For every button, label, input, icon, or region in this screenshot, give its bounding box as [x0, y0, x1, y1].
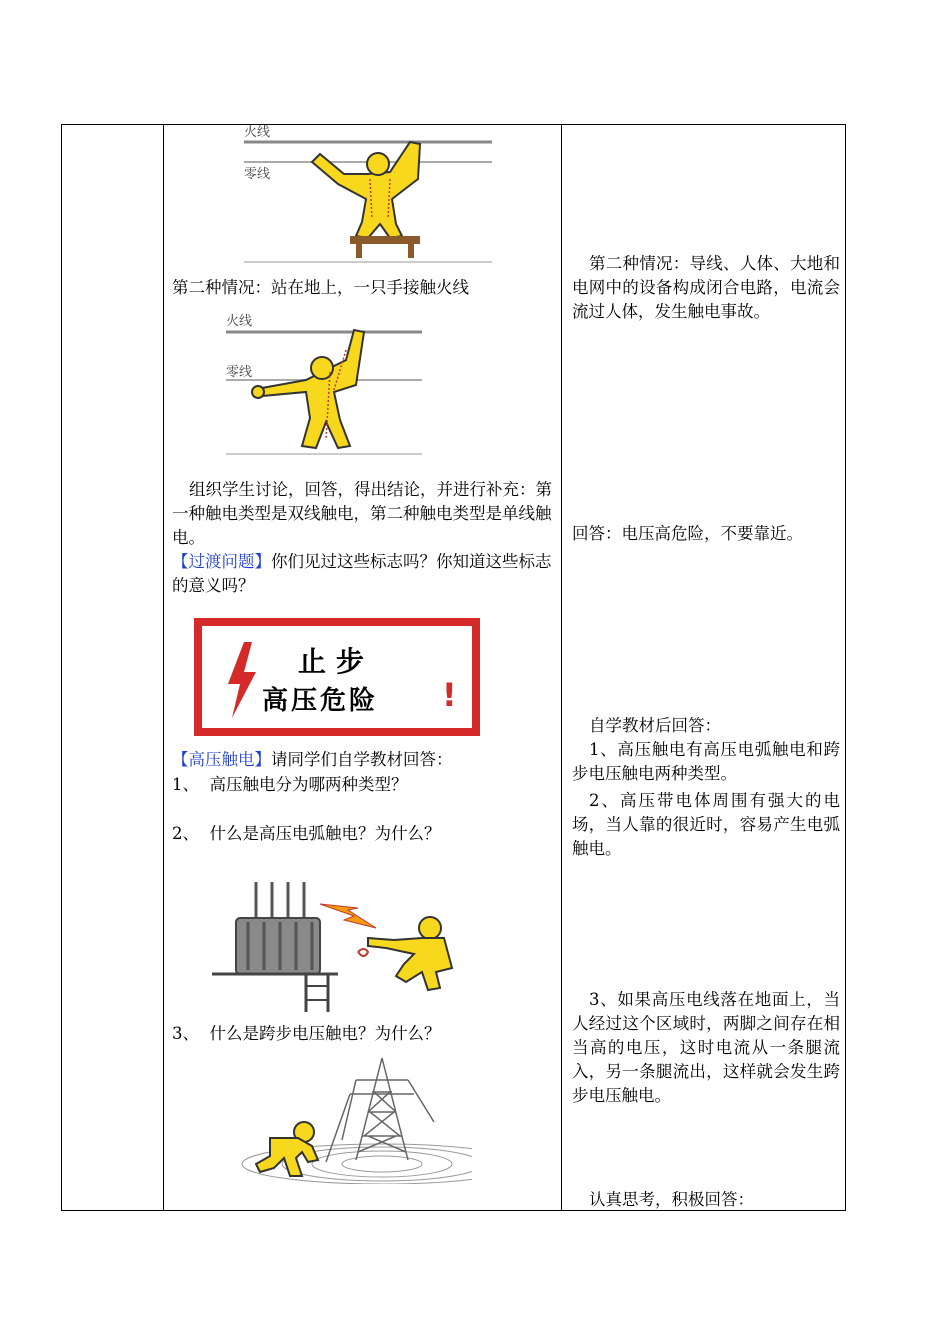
person-figure [256, 1122, 318, 1176]
answer-3-point-1: 1、高压触电有高压电弧触电和跨步电压触电两种类型。 [572, 740, 840, 783]
neutral-wire-label: 零线 [226, 365, 253, 380]
question-2: 2、 什么是高压电弧触电？为什么？ [172, 824, 441, 843]
exclamation-icon: ! [442, 676, 457, 714]
transition-paragraph [172, 550, 556, 598]
answer-4: 3、如果高压电线落在地面上，当人经过这个区域时，两脚之间存在相当高的电压，这时电流从一条腿流入，另一条腿流出，这样就会发生跨步电压触电。 [572, 990, 840, 1105]
live-wire-label: 火线 [226, 314, 253, 329]
hv-text: 请同学们自学教材回答： [271, 750, 453, 769]
transition-text: 你们见过这些标志吗？你知道这些标志的意义吗？ [172, 552, 552, 595]
discussion-text: 组织学生讨论，回答，得出结论，并进行补充：第一种触电类型是双线触电，第二种触电类型是单线触电。 [172, 480, 552, 547]
sign-line-2: 高压危险 [262, 686, 379, 716]
answer-1: 第二种情况：导线、人体、大地和电网中的设备构成闭合电路，电流会流过人体，发生触电事故。 [572, 254, 840, 321]
answer-3-point-2: 2、高压带电体周围有强大的电场，当人靠的很近时，容易产生电弧触电。 [572, 791, 840, 858]
question-1: 1、 高压触电分为哪两种类型？ [172, 775, 408, 794]
arc-shock-illustration [208, 876, 468, 1016]
lightning-bolt-icon [224, 640, 260, 720]
question-3: 3、 什么是跨步电压触电？为什么？ [172, 1024, 441, 1043]
wooden-stool [350, 236, 420, 244]
person-figure [312, 142, 420, 238]
case2-text: 第二种情况：站在地上，一只手接触火线 [172, 278, 469, 297]
hv-paragraph [172, 748, 556, 772]
column-divider-2 [561, 125, 562, 1210]
column-divider-1 [163, 125, 164, 1210]
neutral-wire-label: 零线 [244, 167, 271, 182]
answer-2: 回答：电压高危险，不要靠近。 [572, 524, 803, 543]
person-figure [368, 917, 452, 990]
double-wire-shock-illustration [240, 124, 500, 264]
answer-5: 认真思考，积极回答： [589, 1190, 754, 1209]
live-wire-label: 火线 [244, 125, 271, 140]
power-tower-icon [326, 1058, 434, 1162]
sign-line-1: 止步 [298, 645, 375, 678]
high-voltage-warning-sign [194, 618, 480, 736]
hv-tag: 【高压触电】 [172, 750, 271, 769]
step-voltage-illustration [222, 1052, 472, 1184]
person-figure [252, 330, 364, 448]
electric-arc-icon [320, 904, 376, 928]
transition-tag: 【过渡问题】 [172, 552, 271, 571]
answer-3-title: 自学教材后回答： [589, 716, 721, 735]
single-wire-shock-illustration [222, 310, 424, 460]
